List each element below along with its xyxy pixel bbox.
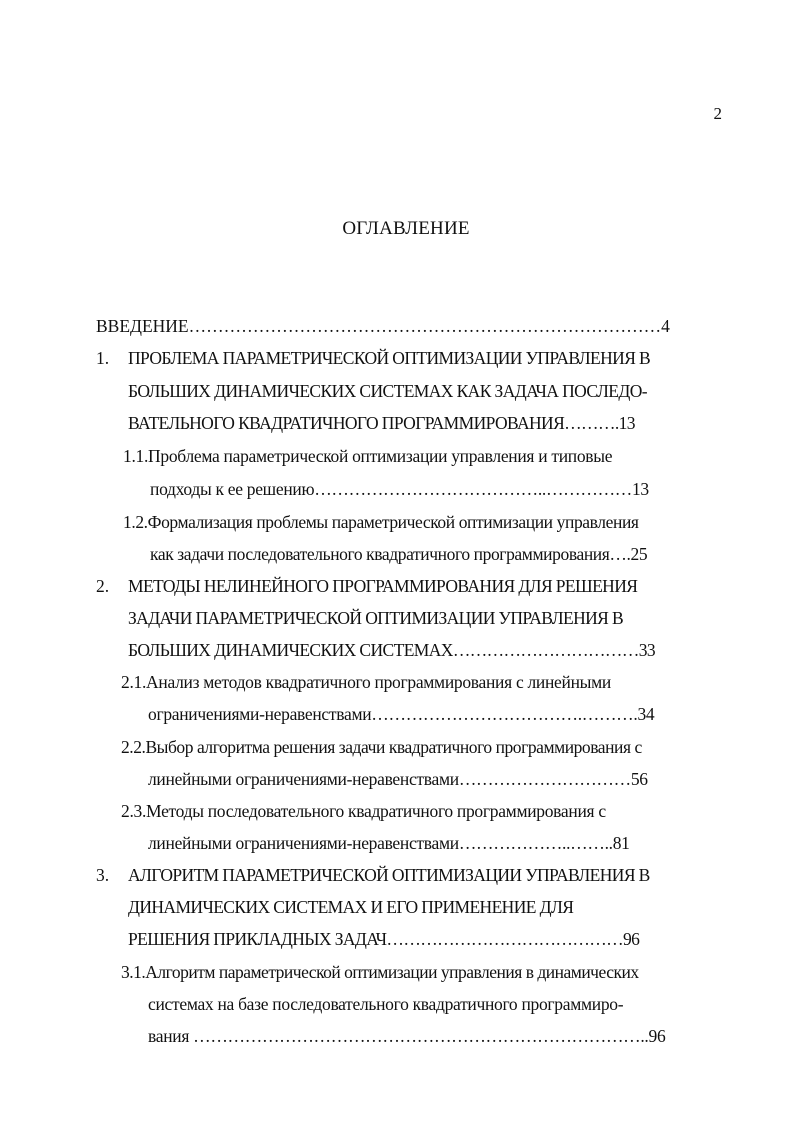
toc-entry-section-3-1[interactable]: 3.1.Алгоритм параметрической оптимизации управления в динамических (121, 962, 639, 982)
chapter-number: 1. (96, 348, 110, 368)
toc-entry-section-1-2[interactable]: 1.2.Формализация проблемы параметрической оптимизации управления (123, 512, 639, 532)
toc-entry-section-3-1-line-2: системах на базе последовательного квадратичного программиро- (148, 994, 624, 1014)
toc-entry-section-1-1[interactable]: 1.1.Проблема параметрической оптимизации управления и типовые (123, 446, 613, 466)
toc-entry-section-2-2[interactable]: 2.2.Выбор алгоритма решения задачи квадратичного программирования с (121, 737, 642, 757)
chapter-title-line-1: АЛГОРИТМ ПАРАМЕТРИЧЕСКОЙ ОПТИМИЗАЦИИ УПРАВЛЕНИЯ В (128, 865, 650, 885)
toc-entry-section-2-1-line-2: ограничениями-неравенствами……………………………….……….34 (148, 704, 655, 724)
chapter-title-line-2: ДИНАМИЧЕСКИХ СИСТЕМАХ И ЕГО ПРИМЕНЕНИЕ ДЛЯ (128, 897, 574, 917)
toc-heading: ОГЛАВЛЕНИЕ (342, 218, 470, 239)
chapter-title-line-1: ПРОБЛЕМА ПАРАМЕТРИЧЕСКОЙ ОПТИМИЗАЦИИ УПРАВЛЕНИЯ В (128, 348, 651, 368)
toc-entry-section-1-1-line-2: подходы к ее решению…………………………………..……………13 (150, 479, 649, 499)
toc-entry-section-2-3[interactable]: 2.3.Методы последовательного квадратичного программирования с (121, 801, 606, 821)
chapter-number: 2. (96, 576, 110, 596)
toc-entry-intro-text: ВВЕДЕНИЕ………………………………………………………………………4 (96, 316, 670, 336)
toc-entry-intro[interactable] (96, 315, 716, 337)
chapter-title-line-1: МЕТОДЫ НЕЛИНЕЙНОГО ПРОГРАММИРОВАНИЯ ДЛЯ РЕШЕНИЯ (128, 576, 638, 596)
chapter-title-line-3: БОЛЬШИХ ДИНАМИЧЕСКИХ СИСТЕМАХ……………………………33 (128, 640, 656, 660)
toc-entry-section-1-2-line-2: как задачи последовательного квадратичного программирования….25 (150, 544, 648, 564)
chapter-title-line-2: ЗАДАЧИ ПАРАМЕТРИЧЕСКОЙ ОПТИМИЗАЦИИ УПРАВЛЕНИЯ В (128, 608, 624, 628)
page-number: 2 (713, 104, 722, 123)
chapter-title-line-3: ВАТЕЛЬНОГО КВАДРАТИЧНОГО ПРОГРАММИРОВАНИЯ……….13 (128, 413, 635, 433)
toc-entry-section-2-2-line-2: линейными ограничениями-неравенствами…………………………56 (148, 769, 648, 789)
chapter-number: 3. (96, 865, 110, 885)
chapter-title-line-3: РЕШЕНИЯ ПРИКЛАДНЫХ ЗАДАЧ……………………………………96 (128, 929, 640, 949)
chapter-title-line-2: БОЛЬШИХ ДИНАМИЧЕСКИХ СИСТЕМАХ КАК ЗАДАЧА ПОСЛЕДО- (128, 381, 647, 401)
toc-entry-section-3-1-line-3: вания ……………………………………………………………………..96 (148, 1026, 666, 1046)
toc-entry-section-2-1[interactable]: 2.1.Анализ методов квадратичного программирования с линейными (121, 672, 611, 692)
toc-entry-section-2-3-line-2: линейными ограничениями-неравенствами………………..……..81 (148, 833, 630, 853)
